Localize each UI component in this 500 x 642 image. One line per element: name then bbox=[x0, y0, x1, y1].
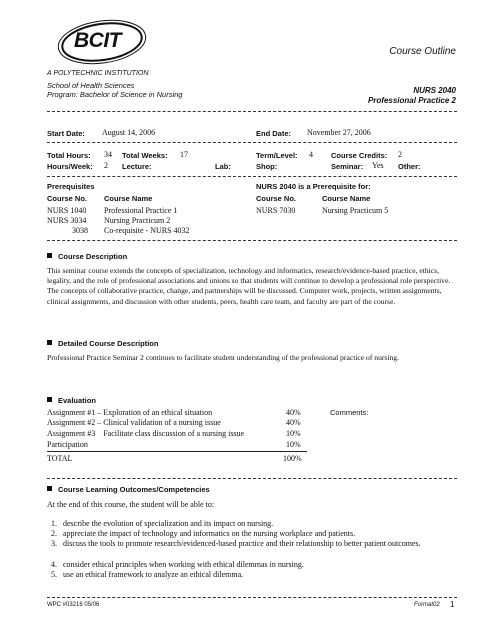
eval-item: Assignment #3 Facilitate class discussion of a nursing issue bbox=[47, 429, 245, 438]
page-number: 1 bbox=[450, 600, 455, 609]
total-hours-label: Total Hours: bbox=[47, 151, 91, 160]
outcome-number: 4. bbox=[51, 560, 57, 569]
outcome-text: appreciate the impact of technology and informatics on the nursing workplace and patients. bbox=[63, 529, 356, 538]
seminar-label: Seminar: bbox=[331, 162, 364, 171]
hours-week-label: Hours/Week: bbox=[47, 162, 93, 171]
prereq-heading: Prerequisites bbox=[47, 182, 95, 191]
info-divider-2 bbox=[47, 176, 457, 177]
prereq-for-col-no: Course No. bbox=[256, 194, 297, 203]
outcome-text: discuss the tools to promote research/evidenced-based practice and their relationship to better patient outcomes. bbox=[63, 539, 421, 548]
prereq-for-row-name: Nursing Practicum 5 bbox=[322, 206, 389, 215]
eval-total-label: TOTAL bbox=[47, 454, 73, 463]
outcome-text: use an ethical framework to analyze an ethical dilemma. bbox=[63, 570, 244, 579]
outcomes-heading: Course Learning Outcomes/Competencies bbox=[47, 485, 210, 494]
prereq-for-heading: NURS 2040 is a Prerequisite for: bbox=[256, 182, 371, 191]
footer-code: WPC #03216 05/06 bbox=[47, 602, 100, 608]
prereq-col-name: Course Name bbox=[104, 194, 153, 203]
course-credits-value: 2 bbox=[398, 150, 402, 159]
term-level-value: 4 bbox=[309, 150, 313, 159]
eval-item: Participation bbox=[47, 440, 88, 449]
outcome-number: 2. bbox=[51, 529, 57, 538]
eval-pct: 10% bbox=[286, 440, 301, 449]
outcome-text: describe the evolution of specialization and its impact on nursing. bbox=[63, 519, 274, 528]
logo-text: BCIT bbox=[74, 29, 121, 52]
detailed-text: Professional Practice Seminar 2 continues to facilitate student understanding of the professional practice of nursing. bbox=[47, 353, 399, 362]
eval-item: Assignment #1 – Exploration of an ethical situation bbox=[47, 408, 213, 417]
prereq-for-row-no: NURS 7030 bbox=[256, 206, 296, 215]
header-divider bbox=[47, 111, 457, 112]
end-date-value: November 27, 2006 bbox=[307, 128, 371, 137]
prereq-row-no: 3038 bbox=[72, 226, 88, 235]
prereq-col-no: Course No. bbox=[47, 194, 88, 203]
eval-item: Assignment #2 – Clinical validation of a nursing issue bbox=[47, 418, 221, 427]
term-level-label: Term/Level: bbox=[256, 151, 298, 160]
info-divider bbox=[47, 142, 457, 143]
outcome-number: 1. bbox=[51, 519, 57, 528]
prereq-for-col-name: Course Name bbox=[322, 194, 371, 203]
hours-week-value: 2 bbox=[104, 161, 108, 170]
footer-divider bbox=[47, 597, 457, 598]
eval-pct: 40% bbox=[286, 408, 301, 417]
outcomes-intro: At the end of this course, the student will be able to: bbox=[47, 500, 215, 509]
course-title: Professional Practice 2 bbox=[367, 96, 456, 105]
school-name: School of Health Sciences bbox=[47, 81, 135, 90]
lecture-label: Lecture: bbox=[122, 162, 152, 171]
bullet-square-icon bbox=[47, 340, 52, 345]
bullet-square-icon bbox=[47, 253, 52, 258]
course-code: NURS 2040 bbox=[413, 86, 456, 95]
tagline: A POLYTECHNIC INSTITUTION bbox=[47, 70, 149, 77]
start-date-label: Start Date: bbox=[47, 129, 85, 138]
description-text: This seminar course extends the concepts of specialization, technology and informatics, research/evidence-based practice, ethics, legality, and the role of professional associations and unions so that students will continue to develop a professional role perspective. The concepts of collaborative practice, change, and partnerships will be discussed. Computer work, projects, written assignments, clinical assignments, and discussion with other students, peers, health care team, and faculty are part of the course. bbox=[47, 266, 451, 306]
prereq-row-name: Co-requisite - NURS 4032 bbox=[104, 226, 190, 235]
total-hours-value: 34 bbox=[104, 150, 112, 159]
bullet-square-icon bbox=[47, 397, 52, 402]
course-credits-label: Course Credits: bbox=[331, 151, 388, 160]
eval-pct: 40% bbox=[286, 418, 301, 427]
detailed-heading: Detailed Course Description bbox=[47, 339, 158, 348]
end-date-label: End Date: bbox=[256, 129, 292, 138]
evaluation-heading: Evaluation bbox=[47, 396, 96, 405]
outcome-text: consider ethical principles when working with ethical dilemmas in nursing. bbox=[63, 560, 304, 569]
lab-label: Lab: bbox=[215, 162, 231, 171]
start-date-value: August 14, 2006 bbox=[102, 128, 156, 137]
description-heading: Course Description bbox=[47, 252, 127, 261]
eval-comments-label: Comments: bbox=[330, 408, 369, 417]
prereq-row-no: NURS 1040 bbox=[47, 206, 87, 215]
doc-type: Course Outline bbox=[389, 46, 456, 57]
footer-form: Format02 bbox=[414, 602, 440, 608]
prereq-row-name: Professional Practice 1 bbox=[104, 206, 178, 215]
program-name: Program: Bachelor of Science in Nursing bbox=[47, 90, 183, 99]
other-label: Other: bbox=[398, 162, 421, 171]
prereq-divider bbox=[47, 240, 457, 241]
outcome-number: 5. bbox=[51, 570, 57, 579]
bullet-square-icon bbox=[47, 486, 52, 491]
eval-total-rule bbox=[47, 451, 307, 452]
eval-divider bbox=[47, 478, 457, 479]
bcit-logo bbox=[58, 16, 150, 66]
prereq-row-name: Nursing Practicum 2 bbox=[104, 216, 171, 225]
shop-label: Shop: bbox=[256, 162, 278, 171]
prereq-row-no: NURS 3034 bbox=[47, 216, 87, 225]
eval-pct: 10% bbox=[286, 429, 301, 438]
seminar-value: Yes bbox=[372, 161, 384, 170]
total-weeks-value: 17 bbox=[180, 150, 188, 159]
outcome-number: 3. bbox=[51, 539, 57, 548]
eval-total-pct: 100% bbox=[283, 454, 302, 463]
total-weeks-label: Total Weeks: bbox=[122, 151, 168, 160]
